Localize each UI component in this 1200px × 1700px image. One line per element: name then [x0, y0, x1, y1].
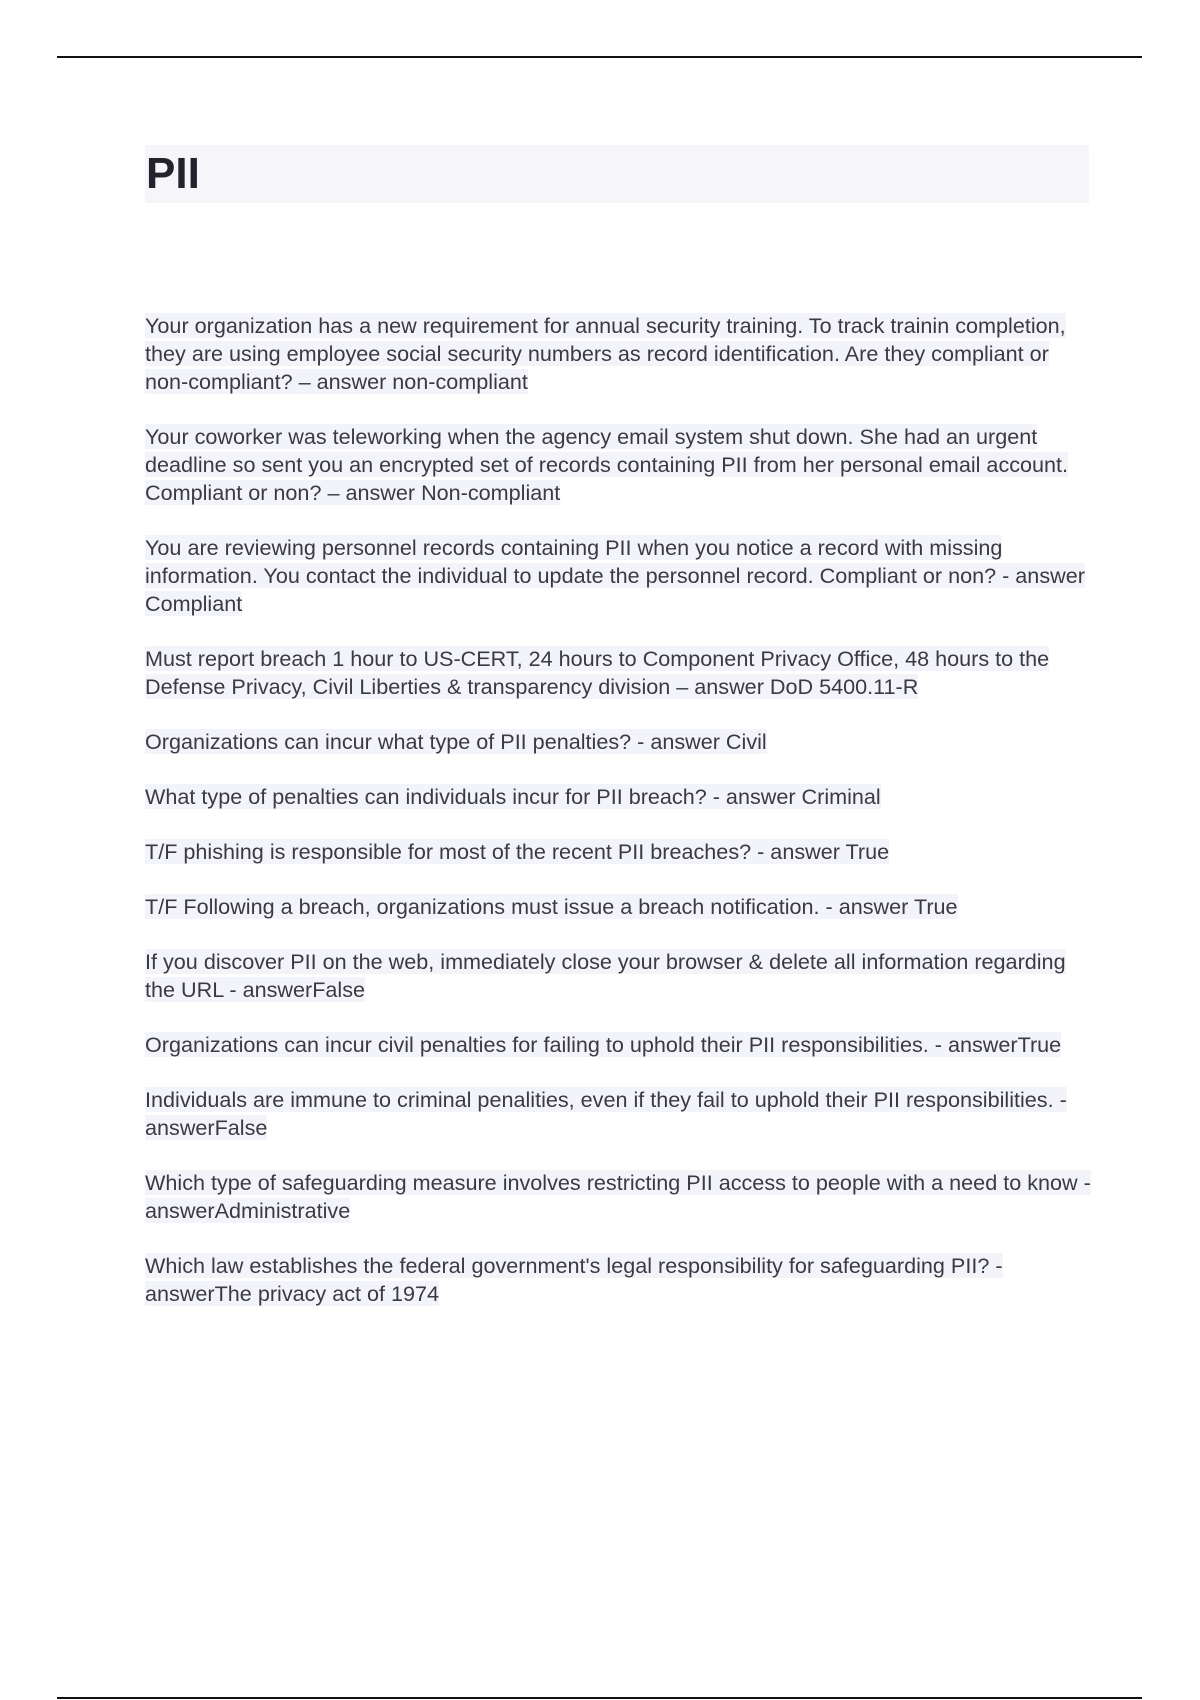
qa-text: What type of penalties can individuals incur for PII breach? - answer Criminal	[145, 784, 881, 809]
qa-item	[145, 783, 1095, 811]
qa-item	[145, 534, 1095, 618]
qa-item	[145, 423, 1095, 507]
title-highlight	[145, 145, 1089, 203]
qa-text: Individuals are immune to criminal penalities, even if they fail to uphold their PII responsibilities. - answerFalse	[145, 1087, 1067, 1140]
bottom-rule	[57, 1697, 1142, 1699]
qa-item	[145, 1252, 1095, 1308]
qa-text: T/F Following a breach, organizations must issue a breach notification. - answer True	[145, 894, 958, 919]
qa-item	[145, 312, 1095, 396]
top-rule	[57, 56, 1142, 58]
qa-item	[145, 645, 1095, 701]
qa-item	[145, 1031, 1095, 1059]
qa-item	[145, 728, 1095, 756]
qa-text: Which law establishes the federal government's legal responsibility for safeguarding PII? - answerThe privacy act of 1974	[145, 1253, 1003, 1306]
qa-text: T/F phishing is responsible for most of the recent PII breaches? - answer True	[145, 839, 890, 864]
qa-item	[145, 1086, 1095, 1142]
qa-text: If you discover PII on the web, immediately close your browser & delete all information regarding the URL - answerFalse	[145, 949, 1066, 1002]
qa-item	[145, 1169, 1095, 1225]
qa-text: Your coworker was teleworking when the agency email system shut down. She had an urgent deadline so sent you an encrypted set of records containing PII from her personal email account. Compliant or non? – answer Non-compliant	[145, 424, 1069, 505]
qa-item	[145, 838, 1095, 866]
qa-text: Which type of safeguarding measure involves restricting PII access to people with a need to know - answerAdministrative	[145, 1170, 1091, 1223]
qa-item	[145, 893, 1095, 921]
qa-text: Your organization has a new requirement for annual security training. To track trainin completion, they are using employee social security numbers as record identification. Are they compliant or non-compliant? – answer non-compliant	[145, 313, 1066, 394]
qa-list	[145, 312, 1095, 1335]
page-title: PII	[146, 149, 200, 198]
qa-item	[145, 948, 1095, 1004]
qa-text: You are reviewing personnel records containing PII when you notice a record with missing information. You contact the individual to update the personnel record. Compliant or non? - answer Compliant	[145, 535, 1085, 616]
qa-text: Must report breach 1 hour to US-CERT, 24 hours to Component Privacy Office, 48 hours to the Defense Privacy, Civil Liberties & transparency division – answer DoD 5400.11-R	[145, 646, 1050, 699]
qa-text: Organizations can incur civil penalties for failing to uphold their PII responsibilities. - answerTrue	[145, 1032, 1062, 1057]
qa-text: Organizations can incur what type of PII penalties? - answer Civil	[145, 729, 767, 754]
